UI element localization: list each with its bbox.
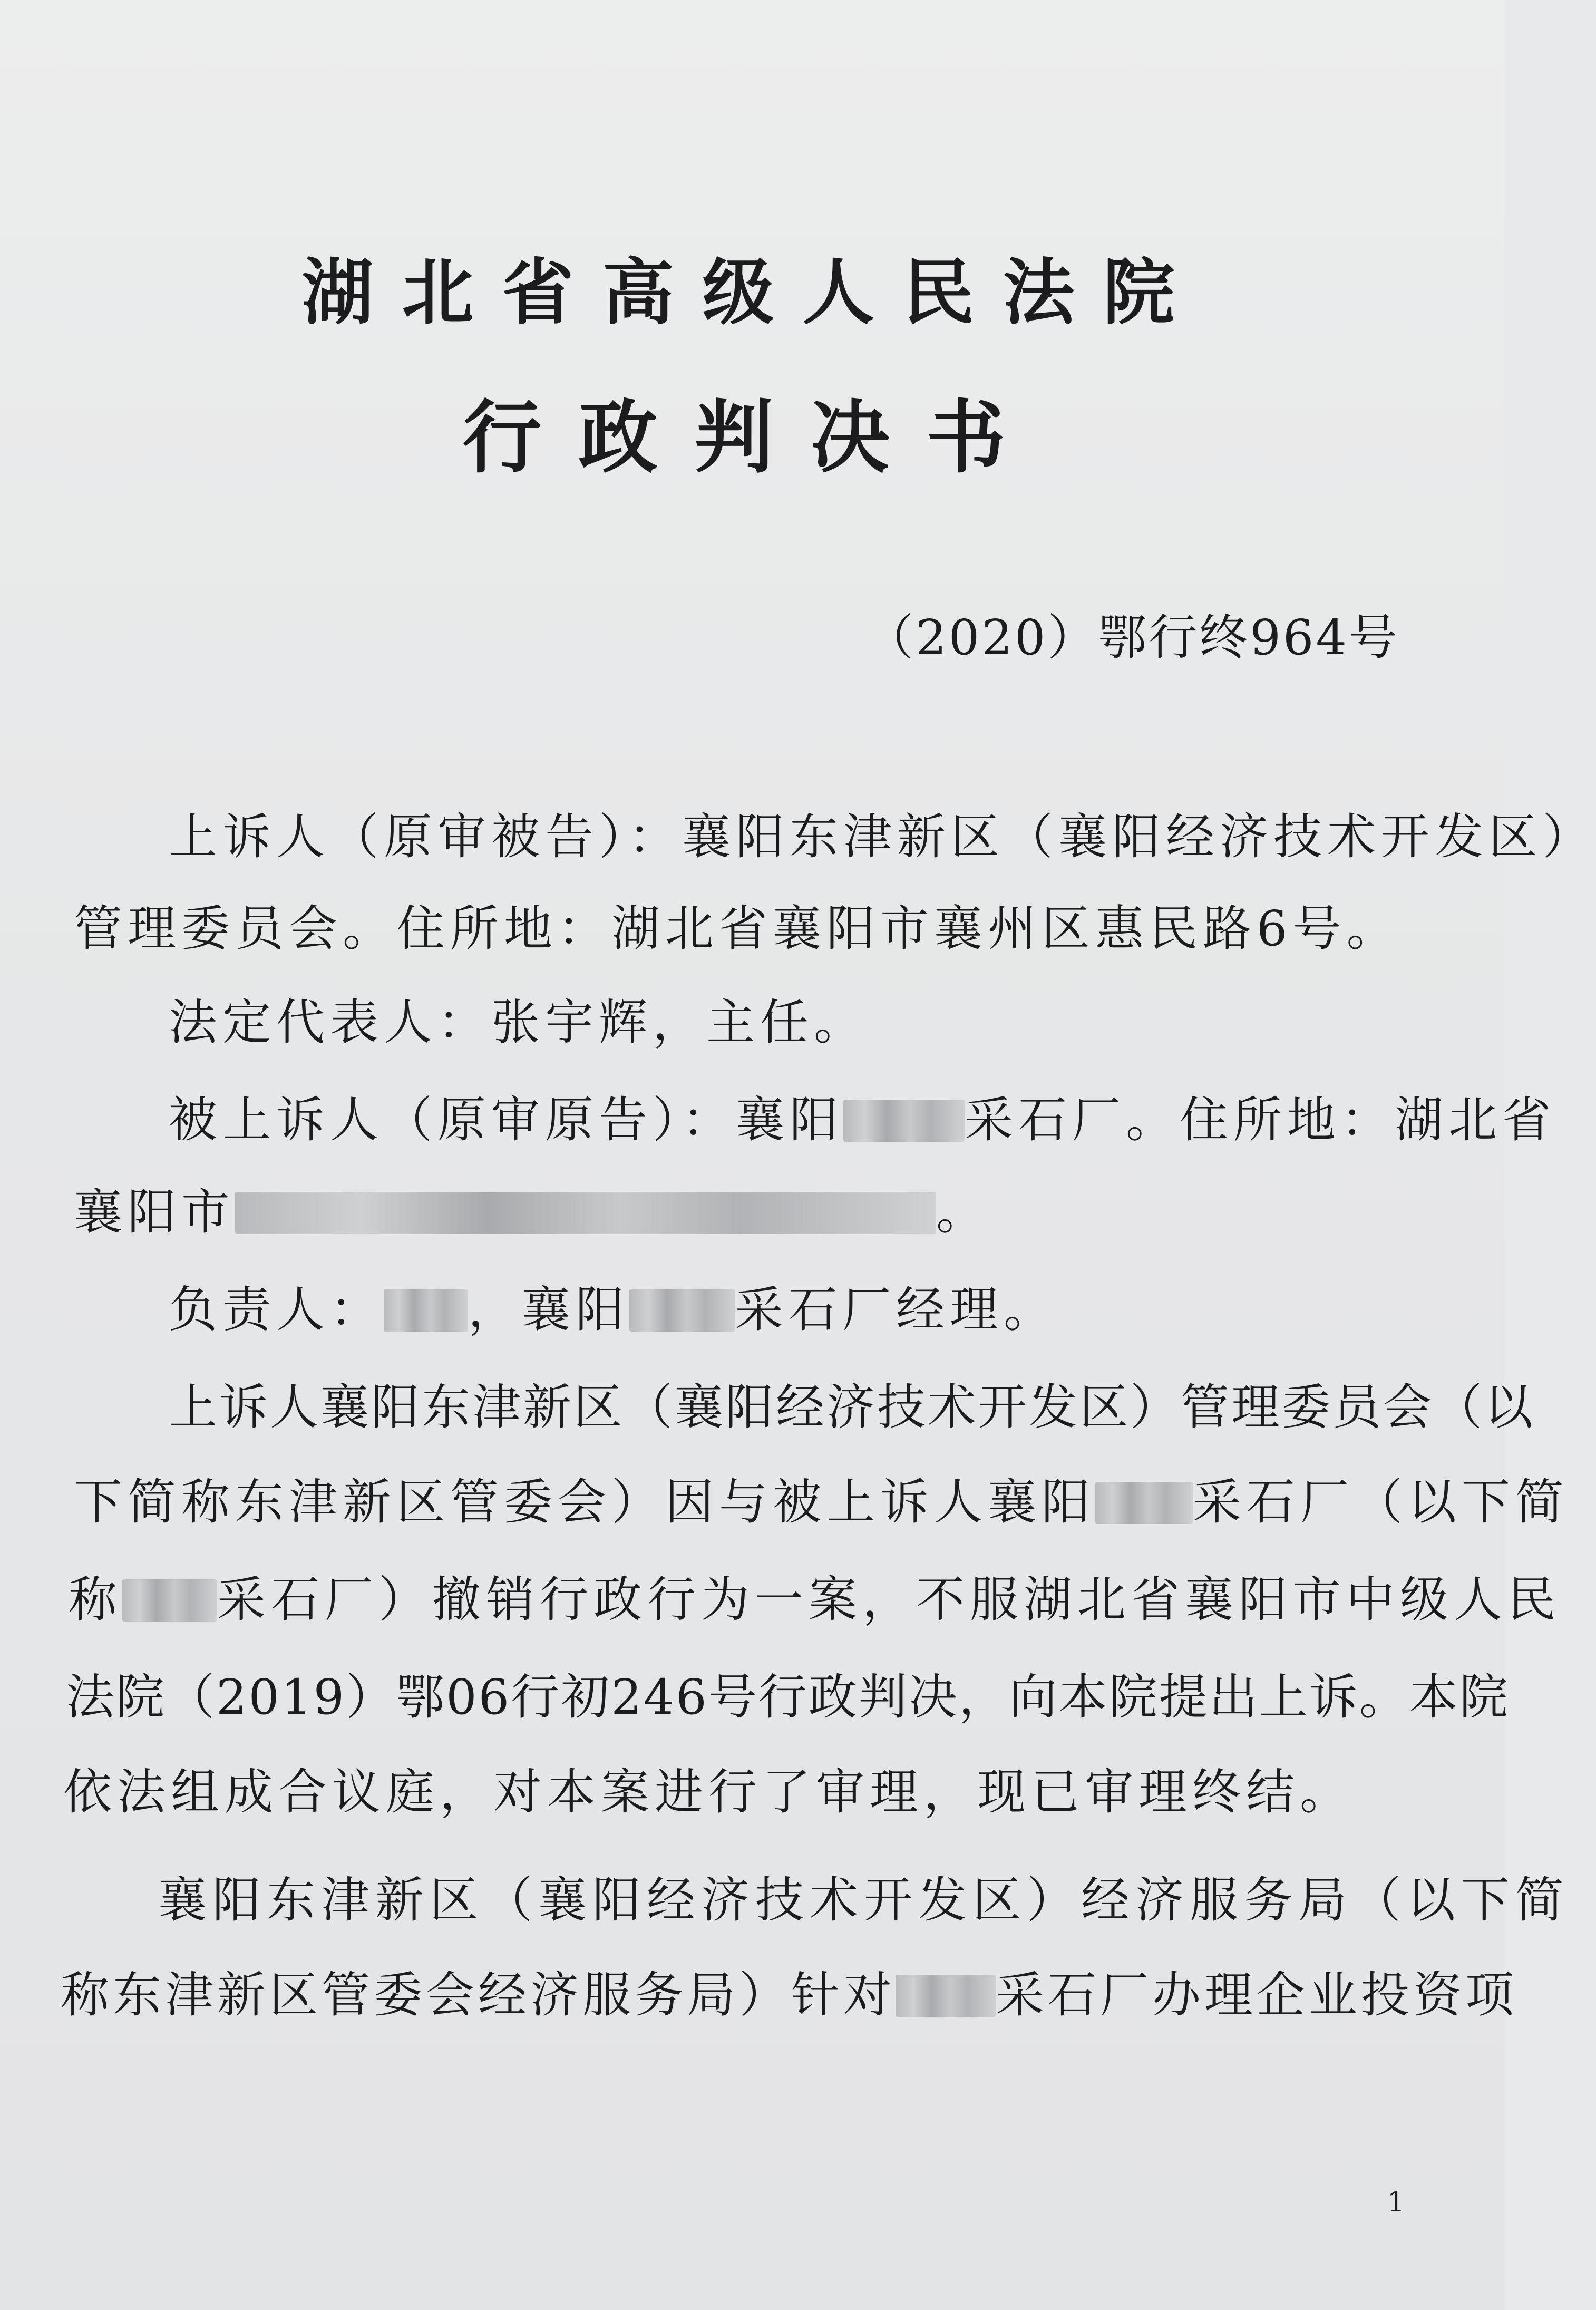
redacted-block (384, 1289, 468, 1332)
legal-representative-line: 法定代表人：张宇辉，主任。 (169, 994, 868, 1051)
background-line-2-text-b: 采石厂办理企业投资项 (996, 1967, 1518, 2023)
case-intro-line-4: 法院（2019）鄂06行初246号行政判决，向本院提出上诉。本院 (66, 1669, 1510, 1725)
court-name-title: 湖北省高级人民法院 (301, 250, 1203, 335)
redacted-block (1095, 1482, 1193, 1524)
case-intro-line-3-text-b: 采石厂）撤销行政行为一案，不服湖北省襄阳市中级人民 (217, 1571, 1562, 1628)
appellee-line-1-text-b: 采石厂。住所地：湖北省 (965, 1092, 1556, 1148)
appellee-line-1-text-a: 被上诉人（原审原告）：襄阳 (169, 1092, 844, 1148)
background-line-2 (61, 1964, 1517, 2027)
background-line-1: 襄阳东津新区（襄阳经济技术开发区）经济服务局（以下简 (158, 1872, 1570, 1928)
case-number: （2020）鄂行终964号 (865, 609, 1399, 666)
appellee-line-2 (74, 1181, 990, 1244)
background-line-2-text-a: 称东津新区管委会经济服务局）针对 (61, 1967, 896, 2023)
appellee-line-1 (169, 1089, 1556, 1152)
case-intro-line-1: 上诉人襄阳东津新区（襄阳经济技术开发区）管理委员会（以 (169, 1379, 1535, 1435)
redacted-block (235, 1192, 936, 1234)
appellee-line-2-text-b: 。 (936, 1184, 990, 1240)
case-intro-line-3 (69, 1568, 1561, 1632)
case-intro-line-3-text-a: 称 (69, 1571, 123, 1628)
document-type-title: 行政判决书 (462, 391, 1043, 484)
redacted-block (122, 1579, 217, 1622)
appellant-line-1: 上诉人（原审被告）：襄阳东津新区（襄阳经济技术开发区） (169, 809, 1596, 865)
responsible-person-text-c: 采石厂经理。 (735, 1282, 1058, 1338)
redacted-block (629, 1289, 735, 1332)
case-intro-line-2 (74, 1471, 1569, 1534)
responsible-person-line (169, 1278, 1057, 1342)
redacted-block (843, 1100, 965, 1142)
redacted-block (896, 1975, 996, 2017)
case-intro-line-2-text-b: 采石厂（以下简 (1193, 1474, 1570, 1530)
appellee-line-2-text-a: 襄阳市 (74, 1184, 236, 1240)
case-intro-line-5: 依法组成合议庭，对本案进行了审理，现已审理终结。 (63, 1764, 1354, 1820)
responsible-person-text-a: 负责人： (169, 1282, 384, 1338)
appellant-line-2: 管理委员会。住所地：湖北省襄阳市襄州区惠民路6号。 (74, 900, 1400, 957)
page-number: 1 (1387, 2187, 1405, 2218)
responsible-person-text-b: ，襄阳 (468, 1282, 630, 1338)
case-intro-line-2-text-a: 下简称东津新区管委会）因与被上诉人襄阳 (74, 1474, 1096, 1530)
